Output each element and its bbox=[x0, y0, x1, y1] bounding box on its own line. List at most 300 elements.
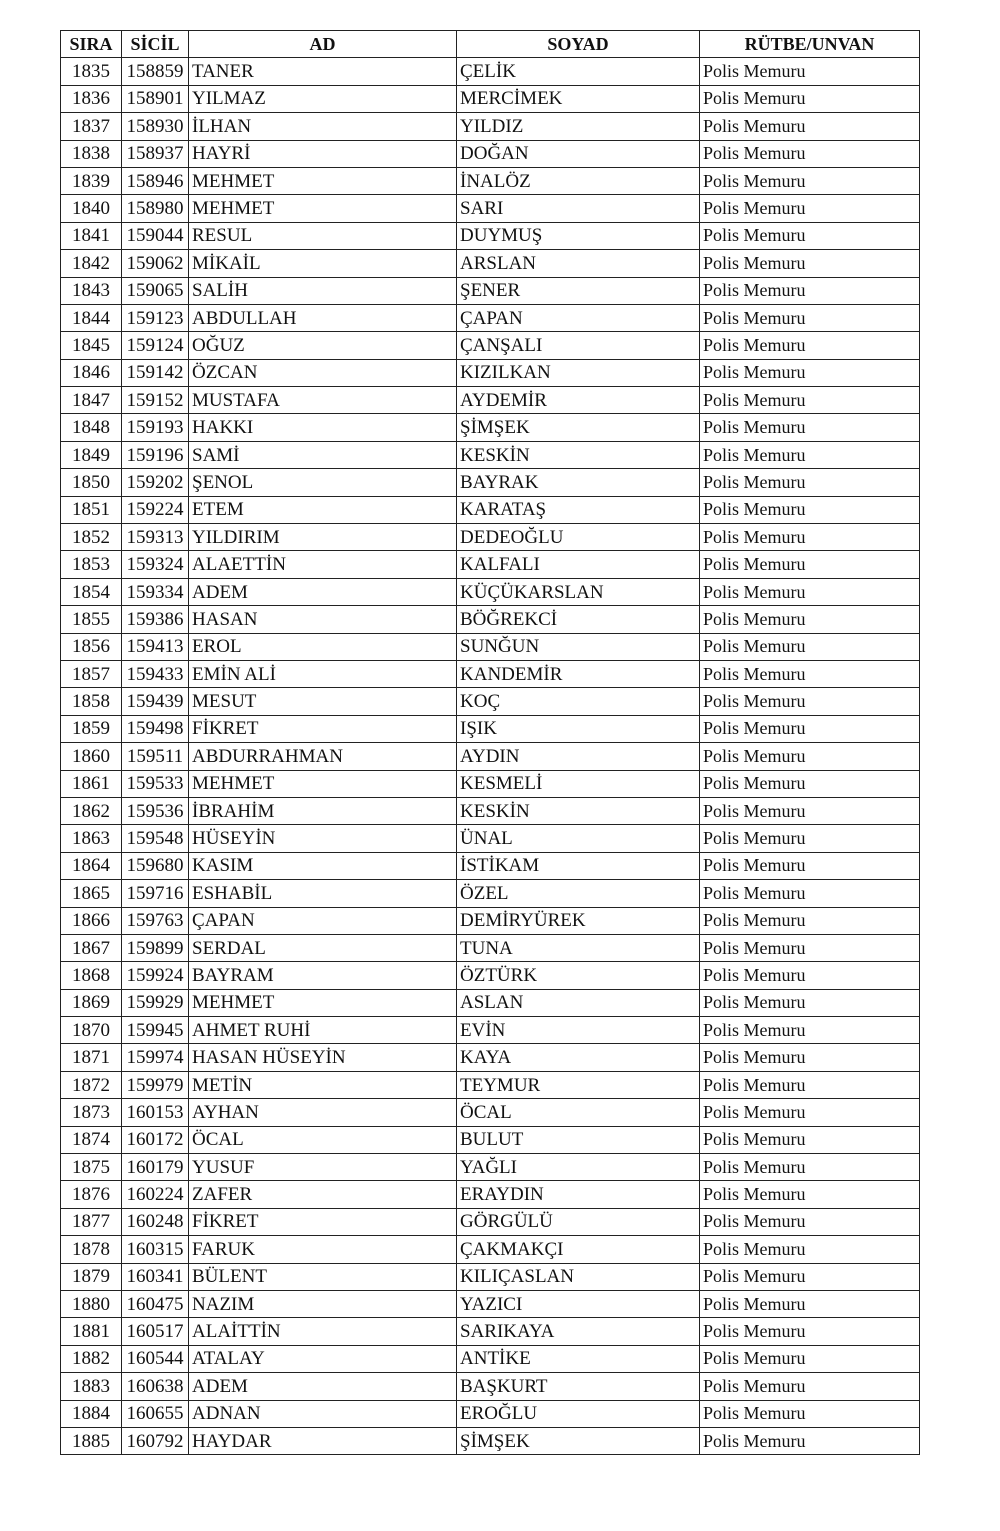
cell-sira: 1882 bbox=[61, 1345, 122, 1372]
table-row bbox=[61, 113, 920, 140]
cell-sicil: 159413 bbox=[122, 633, 189, 660]
cell-rutbe: Polis Memuru bbox=[700, 1126, 920, 1153]
cell-rutbe: Polis Memuru bbox=[700, 441, 920, 468]
cell-sicil: 159123 bbox=[122, 304, 189, 331]
cell-ad: HÜSEYİN bbox=[189, 825, 457, 852]
table-row bbox=[61, 250, 920, 277]
table-row bbox=[61, 1290, 920, 1317]
cell-sira: 1852 bbox=[61, 524, 122, 551]
cell-sicil: 159142 bbox=[122, 359, 189, 386]
cell-rutbe: Polis Memuru bbox=[700, 770, 920, 797]
cell-sira: 1875 bbox=[61, 1154, 122, 1181]
cell-ad: ALAETTİN bbox=[189, 551, 457, 578]
cell-sira: 1836 bbox=[61, 85, 122, 112]
table-row bbox=[61, 797, 920, 824]
cell-soyad: BAYRAK bbox=[457, 469, 700, 496]
cell-rutbe: Polis Memuru bbox=[700, 85, 920, 112]
cell-rutbe: Polis Memuru bbox=[700, 1400, 920, 1427]
cell-sicil: 159224 bbox=[122, 496, 189, 523]
cell-soyad: EVİN bbox=[457, 1017, 700, 1044]
cell-rutbe: Polis Memuru bbox=[700, 1290, 920, 1317]
cell-sicil: 159498 bbox=[122, 715, 189, 742]
table-row bbox=[61, 524, 920, 551]
table-row bbox=[61, 989, 920, 1016]
cell-sicil: 159536 bbox=[122, 797, 189, 824]
cell-sicil: 159202 bbox=[122, 469, 189, 496]
cell-ad: ADEM bbox=[189, 578, 457, 605]
cell-sira: 1878 bbox=[61, 1236, 122, 1263]
cell-soyad: ŞENER bbox=[457, 277, 700, 304]
cell-rutbe: Polis Memuru bbox=[700, 469, 920, 496]
cell-sicil: 159196 bbox=[122, 441, 189, 468]
cell-rutbe: Polis Memuru bbox=[700, 633, 920, 660]
cell-sira: 1854 bbox=[61, 578, 122, 605]
cell-sicil: 159152 bbox=[122, 387, 189, 414]
cell-rutbe: Polis Memuru bbox=[700, 304, 920, 331]
cell-rutbe: Polis Memuru bbox=[700, 660, 920, 687]
cell-rutbe: Polis Memuru bbox=[700, 743, 920, 770]
cell-rutbe: Polis Memuru bbox=[700, 1181, 920, 1208]
cell-sicil: 159945 bbox=[122, 1017, 189, 1044]
cell-ad: HAYDAR bbox=[189, 1427, 457, 1454]
cell-sicil: 159511 bbox=[122, 743, 189, 770]
cell-sira: 1873 bbox=[61, 1099, 122, 1126]
table-row bbox=[61, 1154, 920, 1181]
cell-soyad: DUYMUŞ bbox=[457, 222, 700, 249]
cell-soyad: ÇELİK bbox=[457, 58, 700, 85]
cell-ad: BÜLENT bbox=[189, 1263, 457, 1290]
cell-ad: KASIM bbox=[189, 852, 457, 879]
table-row bbox=[61, 387, 920, 414]
table-row bbox=[61, 852, 920, 879]
cell-rutbe: Polis Memuru bbox=[700, 852, 920, 879]
table-row bbox=[61, 825, 920, 852]
cell-ad: FİKRET bbox=[189, 715, 457, 742]
header-sira: SIRA bbox=[61, 31, 122, 58]
cell-ad: NAZIM bbox=[189, 1290, 457, 1317]
cell-sira: 1870 bbox=[61, 1017, 122, 1044]
cell-sicil: 159044 bbox=[122, 222, 189, 249]
cell-sicil: 160475 bbox=[122, 1290, 189, 1317]
cell-rutbe: Polis Memuru bbox=[700, 277, 920, 304]
cell-soyad: SARIKAYA bbox=[457, 1318, 700, 1345]
cell-sicil: 159439 bbox=[122, 688, 189, 715]
cell-rutbe: Polis Memuru bbox=[700, 797, 920, 824]
cell-sira: 1845 bbox=[61, 332, 122, 359]
cell-soyad: İSTİKAM bbox=[457, 852, 700, 879]
cell-sira: 1871 bbox=[61, 1044, 122, 1071]
cell-rutbe: Polis Memuru bbox=[700, 934, 920, 961]
table-row bbox=[61, 85, 920, 112]
cell-sicil: 160248 bbox=[122, 1208, 189, 1235]
cell-soyad: DEDEOĞLU bbox=[457, 524, 700, 551]
cell-ad: FARUK bbox=[189, 1236, 457, 1263]
cell-ad: AHMET RUHİ bbox=[189, 1017, 457, 1044]
cell-ad: HASAN HÜSEYİN bbox=[189, 1044, 457, 1071]
cell-sicil: 158980 bbox=[122, 195, 189, 222]
cell-sicil: 158901 bbox=[122, 85, 189, 112]
cell-sicil: 159979 bbox=[122, 1071, 189, 1098]
cell-rutbe: Polis Memuru bbox=[700, 1373, 920, 1400]
cell-sicil: 160792 bbox=[122, 1427, 189, 1454]
cell-sira: 1847 bbox=[61, 387, 122, 414]
table-row bbox=[61, 414, 920, 441]
cell-ad: MEHMET bbox=[189, 989, 457, 1016]
cell-ad: AYHAN bbox=[189, 1099, 457, 1126]
cell-rutbe: Polis Memuru bbox=[700, 1345, 920, 1372]
cell-sira: 1849 bbox=[61, 441, 122, 468]
cell-ad: MEHMET bbox=[189, 770, 457, 797]
cell-ad: MUSTAFA bbox=[189, 387, 457, 414]
cell-soyad: ÇANŞALI bbox=[457, 332, 700, 359]
table-row bbox=[61, 359, 920, 386]
cell-sicil: 159062 bbox=[122, 250, 189, 277]
cell-rutbe: Polis Memuru bbox=[700, 113, 920, 140]
table-row bbox=[61, 1236, 920, 1263]
cell-soyad: YAZICI bbox=[457, 1290, 700, 1317]
cell-ad: MEHMET bbox=[189, 167, 457, 194]
cell-sira: 1858 bbox=[61, 688, 122, 715]
cell-soyad: KAYA bbox=[457, 1044, 700, 1071]
cell-sicil: 159324 bbox=[122, 551, 189, 578]
cell-soyad: KARATAŞ bbox=[457, 496, 700, 523]
cell-sira: 1839 bbox=[61, 167, 122, 194]
cell-soyad: MERCİMEK bbox=[457, 85, 700, 112]
cell-sira: 1840 bbox=[61, 195, 122, 222]
header-soyad: SOYAD bbox=[457, 31, 700, 58]
cell-rutbe: Polis Memuru bbox=[700, 58, 920, 85]
cell-rutbe: Polis Memuru bbox=[700, 167, 920, 194]
cell-ad: METİN bbox=[189, 1071, 457, 1098]
cell-soyad: ARSLAN bbox=[457, 250, 700, 277]
cell-rutbe: Polis Memuru bbox=[700, 332, 920, 359]
cell-soyad: EROĞLU bbox=[457, 1400, 700, 1427]
cell-sira: 1835 bbox=[61, 58, 122, 85]
cell-sira: 1863 bbox=[61, 825, 122, 852]
cell-sira: 1838 bbox=[61, 140, 122, 167]
cell-sira: 1842 bbox=[61, 250, 122, 277]
cell-ad: YILDIRIM bbox=[189, 524, 457, 551]
cell-ad: ŞENOL bbox=[189, 469, 457, 496]
cell-ad: ÇAPAN bbox=[189, 907, 457, 934]
cell-ad: HAKKI bbox=[189, 414, 457, 441]
cell-soyad: ASLAN bbox=[457, 989, 700, 1016]
table-row bbox=[61, 551, 920, 578]
cell-sira: 1841 bbox=[61, 222, 122, 249]
cell-ad: ADNAN bbox=[189, 1400, 457, 1427]
cell-ad: ALAİTTİN bbox=[189, 1318, 457, 1345]
cell-rutbe: Polis Memuru bbox=[700, 496, 920, 523]
cell-ad: İLHAN bbox=[189, 113, 457, 140]
cell-sicil: 159974 bbox=[122, 1044, 189, 1071]
table-row bbox=[61, 222, 920, 249]
cell-rutbe: Polis Memuru bbox=[700, 1017, 920, 1044]
cell-rutbe: Polis Memuru bbox=[700, 880, 920, 907]
cell-sira: 1877 bbox=[61, 1208, 122, 1235]
cell-sira: 1874 bbox=[61, 1126, 122, 1153]
cell-soyad: KESMELİ bbox=[457, 770, 700, 797]
cell-ad: MİKAİL bbox=[189, 250, 457, 277]
cell-soyad: ÖZEL bbox=[457, 880, 700, 907]
table-row bbox=[61, 688, 920, 715]
header-row bbox=[61, 31, 920, 58]
cell-soyad: KESKİN bbox=[457, 797, 700, 824]
cell-soyad: KESKİN bbox=[457, 441, 700, 468]
cell-rutbe: Polis Memuru bbox=[700, 1044, 920, 1071]
cell-sicil: 158946 bbox=[122, 167, 189, 194]
cell-sicil: 159124 bbox=[122, 332, 189, 359]
cell-sicil: 160517 bbox=[122, 1318, 189, 1345]
cell-ad: EROL bbox=[189, 633, 457, 660]
cell-sira: 1843 bbox=[61, 277, 122, 304]
cell-soyad: ŞİMŞEK bbox=[457, 1427, 700, 1454]
cell-sicil: 159193 bbox=[122, 414, 189, 441]
cell-rutbe: Polis Memuru bbox=[700, 688, 920, 715]
cell-sira: 1856 bbox=[61, 633, 122, 660]
cell-sira: 1850 bbox=[61, 469, 122, 496]
cell-sira: 1876 bbox=[61, 1181, 122, 1208]
cell-rutbe: Polis Memuru bbox=[700, 1236, 920, 1263]
cell-soyad: KILIÇASLAN bbox=[457, 1263, 700, 1290]
cell-soyad: ERAYDIN bbox=[457, 1181, 700, 1208]
cell-soyad: ŞİMŞEK bbox=[457, 414, 700, 441]
cell-ad: ADEM bbox=[189, 1373, 457, 1400]
table-row bbox=[61, 660, 920, 687]
table-row bbox=[61, 962, 920, 989]
table-row bbox=[61, 496, 920, 523]
personnel-table bbox=[60, 30, 920, 1455]
table-row bbox=[61, 1071, 920, 1098]
cell-soyad: DEMİRYÜREK bbox=[457, 907, 700, 934]
table-row bbox=[61, 167, 920, 194]
cell-sicil: 160179 bbox=[122, 1154, 189, 1181]
cell-rutbe: Polis Memuru bbox=[700, 578, 920, 605]
table-header bbox=[61, 31, 920, 58]
cell-ad: HAYRİ bbox=[189, 140, 457, 167]
cell-ad: YILMAZ bbox=[189, 85, 457, 112]
cell-ad: OĞUZ bbox=[189, 332, 457, 359]
cell-soyad: BAŞKURT bbox=[457, 1373, 700, 1400]
cell-ad: ABDULLAH bbox=[189, 304, 457, 331]
cell-soyad: KÜÇÜKARSLAN bbox=[457, 578, 700, 605]
table-row bbox=[61, 770, 920, 797]
cell-soyad: SUNĞUN bbox=[457, 633, 700, 660]
cell-soyad: YAĞLI bbox=[457, 1154, 700, 1181]
cell-sicil: 160341 bbox=[122, 1263, 189, 1290]
cell-ad: ÖZCAN bbox=[189, 359, 457, 386]
cell-sicil: 160224 bbox=[122, 1181, 189, 1208]
cell-sicil: 160172 bbox=[122, 1126, 189, 1153]
cell-sira: 1883 bbox=[61, 1373, 122, 1400]
cell-ad: ZAFER bbox=[189, 1181, 457, 1208]
cell-sira: 1884 bbox=[61, 1400, 122, 1427]
cell-sicil: 159313 bbox=[122, 524, 189, 551]
cell-rutbe: Polis Memuru bbox=[700, 1263, 920, 1290]
cell-rutbe: Polis Memuru bbox=[700, 989, 920, 1016]
cell-rutbe: Polis Memuru bbox=[700, 1071, 920, 1098]
cell-sira: 1857 bbox=[61, 660, 122, 687]
cell-sira: 1868 bbox=[61, 962, 122, 989]
cell-soyad: SARI bbox=[457, 195, 700, 222]
table-row bbox=[61, 1263, 920, 1290]
table-row bbox=[61, 1427, 920, 1454]
cell-ad: EMİN ALİ bbox=[189, 660, 457, 687]
cell-rutbe: Polis Memuru bbox=[700, 250, 920, 277]
cell-soyad: İNALÖZ bbox=[457, 167, 700, 194]
cell-ad: ABDURRAHMAN bbox=[189, 743, 457, 770]
cell-sira: 1837 bbox=[61, 113, 122, 140]
cell-sira: 1864 bbox=[61, 852, 122, 879]
table-row bbox=[61, 578, 920, 605]
header-rutbe: RÜTBE/UNVAN bbox=[700, 31, 920, 58]
cell-sira: 1872 bbox=[61, 1071, 122, 1098]
cell-soyad: ÇAKMAKÇI bbox=[457, 1236, 700, 1263]
cell-sira: 1848 bbox=[61, 414, 122, 441]
cell-ad: ETEM bbox=[189, 496, 457, 523]
cell-sicil: 158859 bbox=[122, 58, 189, 85]
table-row bbox=[61, 332, 920, 359]
cell-rutbe: Polis Memuru bbox=[700, 524, 920, 551]
cell-ad: ESHABİL bbox=[189, 880, 457, 907]
cell-sicil: 159433 bbox=[122, 660, 189, 687]
cell-ad: MESUT bbox=[189, 688, 457, 715]
table-row bbox=[61, 880, 920, 907]
header-sicil: SİCİL bbox=[122, 31, 189, 58]
cell-rutbe: Polis Memuru bbox=[700, 359, 920, 386]
table-row bbox=[61, 907, 920, 934]
cell-soyad: TUNA bbox=[457, 934, 700, 961]
cell-sira: 1869 bbox=[61, 989, 122, 1016]
cell-ad: SALİH bbox=[189, 277, 457, 304]
cell-soyad: AYDEMİR bbox=[457, 387, 700, 414]
table-row bbox=[61, 1099, 920, 1126]
cell-sira: 1861 bbox=[61, 770, 122, 797]
cell-rutbe: Polis Memuru bbox=[700, 1427, 920, 1454]
cell-sira: 1855 bbox=[61, 606, 122, 633]
cell-sira: 1880 bbox=[61, 1290, 122, 1317]
cell-ad: RESUL bbox=[189, 222, 457, 249]
cell-sicil: 160655 bbox=[122, 1400, 189, 1427]
cell-sira: 1859 bbox=[61, 715, 122, 742]
table-row bbox=[61, 1345, 920, 1372]
cell-sira: 1860 bbox=[61, 743, 122, 770]
cell-soyad: KOÇ bbox=[457, 688, 700, 715]
table-row bbox=[61, 1044, 920, 1071]
cell-rutbe: Polis Memuru bbox=[700, 222, 920, 249]
cell-soyad: BULUT bbox=[457, 1126, 700, 1153]
cell-soyad: AYDIN bbox=[457, 743, 700, 770]
cell-rutbe: Polis Memuru bbox=[700, 551, 920, 578]
cell-sicil: 159386 bbox=[122, 606, 189, 633]
cell-soyad: KALFALI bbox=[457, 551, 700, 578]
cell-sicil: 159929 bbox=[122, 989, 189, 1016]
cell-ad: BAYRAM bbox=[189, 962, 457, 989]
cell-rutbe: Polis Memuru bbox=[700, 715, 920, 742]
table-row bbox=[61, 743, 920, 770]
cell-sira: 1866 bbox=[61, 907, 122, 934]
cell-rutbe: Polis Memuru bbox=[700, 414, 920, 441]
table-row bbox=[61, 606, 920, 633]
cell-soyad: IŞIK bbox=[457, 715, 700, 742]
cell-ad: ATALAY bbox=[189, 1345, 457, 1372]
table-row bbox=[61, 1208, 920, 1235]
cell-rutbe: Polis Memuru bbox=[700, 1318, 920, 1345]
table-row bbox=[61, 304, 920, 331]
table-row bbox=[61, 140, 920, 167]
cell-sicil: 158937 bbox=[122, 140, 189, 167]
cell-sicil: 159680 bbox=[122, 852, 189, 879]
cell-sicil: 159533 bbox=[122, 770, 189, 797]
cell-sira: 1846 bbox=[61, 359, 122, 386]
cell-ad: TANER bbox=[189, 58, 457, 85]
cell-sicil: 160638 bbox=[122, 1373, 189, 1400]
cell-ad: ÖCAL bbox=[189, 1126, 457, 1153]
cell-sira: 1881 bbox=[61, 1318, 122, 1345]
table-row bbox=[61, 1373, 920, 1400]
table-row bbox=[61, 934, 920, 961]
cell-sicil: 158930 bbox=[122, 113, 189, 140]
table-row bbox=[61, 1126, 920, 1153]
cell-sira: 1885 bbox=[61, 1427, 122, 1454]
table-row bbox=[61, 195, 920, 222]
cell-soyad: KANDEMİR bbox=[457, 660, 700, 687]
cell-ad: İBRAHİM bbox=[189, 797, 457, 824]
cell-sicil: 159334 bbox=[122, 578, 189, 605]
cell-soyad: ÖZTÜRK bbox=[457, 962, 700, 989]
cell-soyad: YILDIZ bbox=[457, 113, 700, 140]
cell-sira: 1862 bbox=[61, 797, 122, 824]
cell-soyad: BÖĞREKCİ bbox=[457, 606, 700, 633]
cell-ad: SAMİ bbox=[189, 441, 457, 468]
cell-sicil: 159763 bbox=[122, 907, 189, 934]
table-row bbox=[61, 441, 920, 468]
table-row bbox=[61, 1400, 920, 1427]
cell-rutbe: Polis Memuru bbox=[700, 1154, 920, 1181]
table-row bbox=[61, 277, 920, 304]
header-ad: AD bbox=[189, 31, 457, 58]
cell-rutbe: Polis Memuru bbox=[700, 1099, 920, 1126]
cell-soyad: DOĞAN bbox=[457, 140, 700, 167]
cell-rutbe: Polis Memuru bbox=[700, 140, 920, 167]
table-row bbox=[61, 1181, 920, 1208]
cell-sira: 1853 bbox=[61, 551, 122, 578]
table-row bbox=[61, 715, 920, 742]
cell-sira: 1867 bbox=[61, 934, 122, 961]
cell-soyad: ÖCAL bbox=[457, 1099, 700, 1126]
cell-sira: 1879 bbox=[61, 1263, 122, 1290]
cell-ad: SERDAL bbox=[189, 934, 457, 961]
cell-sicil: 159899 bbox=[122, 934, 189, 961]
cell-rutbe: Polis Memuru bbox=[700, 907, 920, 934]
cell-ad: HASAN bbox=[189, 606, 457, 633]
table-row bbox=[61, 58, 920, 85]
cell-rutbe: Polis Memuru bbox=[700, 962, 920, 989]
cell-sicil: 159716 bbox=[122, 880, 189, 907]
cell-soyad: ÇAPAN bbox=[457, 304, 700, 331]
cell-soyad: ÜNAL bbox=[457, 825, 700, 852]
table-row bbox=[61, 1318, 920, 1345]
cell-ad: FİKRET bbox=[189, 1208, 457, 1235]
cell-rutbe: Polis Memuru bbox=[700, 1208, 920, 1235]
cell-rutbe: Polis Memuru bbox=[700, 195, 920, 222]
table-row bbox=[61, 469, 920, 496]
cell-soyad: ANTİKE bbox=[457, 1345, 700, 1372]
table-row bbox=[61, 1017, 920, 1044]
cell-sicil: 160153 bbox=[122, 1099, 189, 1126]
table-row bbox=[61, 633, 920, 660]
cell-sicil: 159548 bbox=[122, 825, 189, 852]
cell-sira: 1844 bbox=[61, 304, 122, 331]
